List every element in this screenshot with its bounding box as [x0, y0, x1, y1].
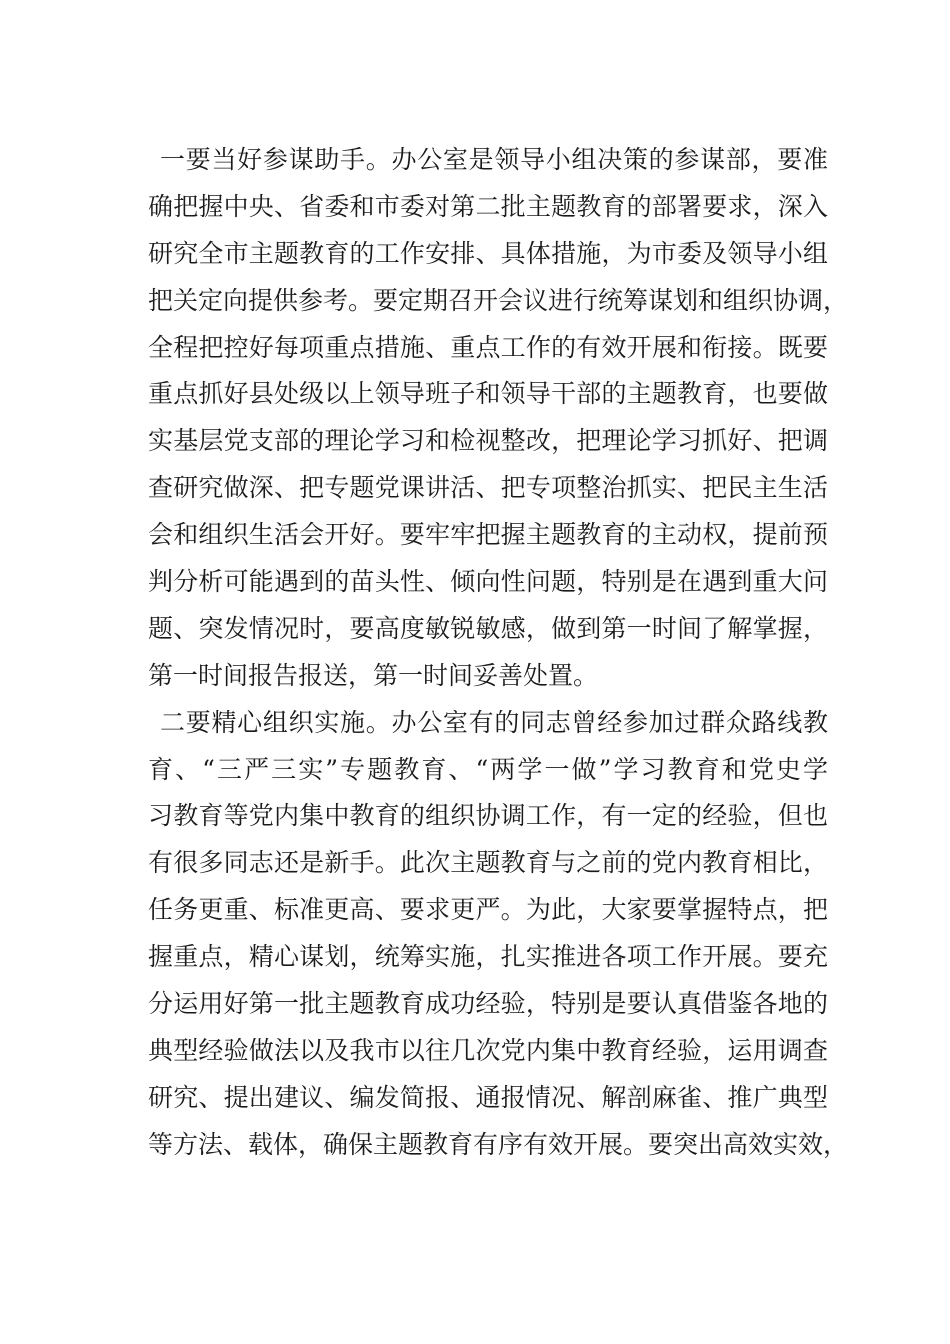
paragraph-line: 会和组织生活会开好。要牢牢把握主题教育的主动权，提前预: [148, 520, 828, 550]
paragraph-line: 判分析可能遇到的苗头性、倾向性问题，特别是在遇到重大问: [148, 567, 828, 597]
paragraph-line: 二要精心组织实施。办公室有的同志曾经参加过群众路线教: [160, 707, 828, 737]
paragraph-line: 分运用好第一批主题教育成功经验，特别是要认真借鉴各地的: [148, 989, 828, 1019]
paragraph-line: 等方法、载体，确保主题教育有序有效开展。要突出高效实效，: [148, 1129, 849, 1159]
paragraph-1: [148, 137, 849, 700]
paragraph-line: 第一时间报告报送，第一时间妥善处置。: [148, 660, 599, 690]
paragraph-line: 一要当好参谋助手。办公室是领导小组决策的参谋部，要准: [160, 145, 828, 174]
paragraph-line: 育、“三严三实”专题教育、“两学一做”学习教育和党史学: [148, 754, 828, 784]
paragraph-line: 研究全市主题教育的工作安排、具体措施，为市委及领导小组: [148, 238, 828, 268]
paragraph-line: 实基层党支部的理论学习和检视整改，把理论学习抓好、把调: [148, 426, 828, 456]
paragraph-line: 有很多同志还是新手。此次主题教育与之前的党内教育相比，: [148, 848, 828, 878]
paragraph-line: 习教育等党内集中教育的组织协调工作，有一定的经验，但也: [148, 801, 828, 831]
paragraph-line: 题、突发情况时，要高度敏锐敏感，做到第一时间了解掌握，: [148, 613, 828, 643]
paragraph-line: 握重点，精心谋划，统筹实施，扎实推进各项工作开展。要充: [148, 942, 828, 972]
paragraph-2: [148, 700, 849, 1169]
paragraph-line: 任务更重、标准更高、要求更严。为此，大家要掌握特点，把: [148, 895, 828, 925]
paragraph-line: 查研究做深、把专题党课讲活、把专项整治抓实、把民主生活: [148, 473, 828, 503]
document-body: [148, 137, 849, 1169]
paragraph-line: 确把握中央、省委和市委对第二批主题教育的部署要求，深入: [148, 191, 828, 221]
paragraph-line: 把关定向提供参考。要定期召开会议进行统筹谋划和组织协调，: [148, 285, 849, 315]
paragraph-line: 重点抓好县处级以上领导班子和领导干部的主题教育，也要做: [148, 379, 828, 409]
paragraph-line: 研究、提出建议、编发简报、通报情况、解剖麻雀、推广典型: [148, 1082, 828, 1112]
paragraph-line: 典型经验做法以及我市以往几次党内集中教育经验，运用调查: [148, 1035, 828, 1065]
paragraph-line: 全程把控好每项重点措施、重点工作的有效开展和衔接。既要: [148, 332, 828, 362]
